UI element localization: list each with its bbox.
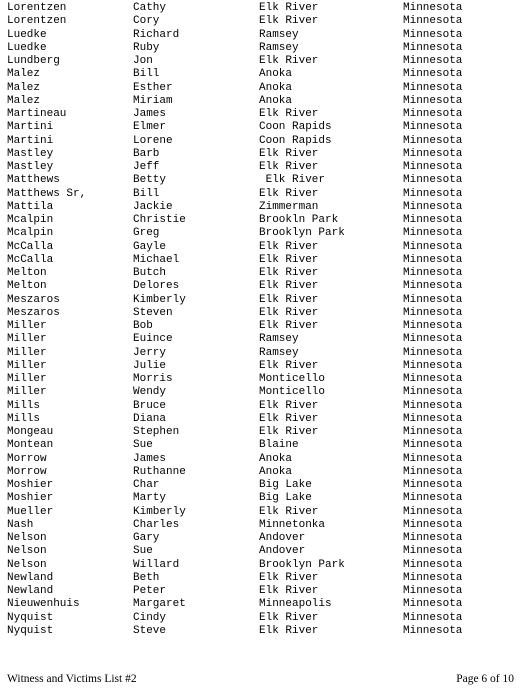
- city-cell: Elk River: [259, 320, 319, 332]
- last-name-cell: Nelson: [7, 545, 47, 558]
- first-name-cell: Julie: [133, 359, 167, 372]
- list-row: [7, 386, 527, 399]
- state-cell: Minnesota: [403, 227, 463, 240]
- first-name-cell: Lorene: [133, 134, 173, 147]
- list-row: [7, 625, 527, 638]
- state-cell: Minnesota: [403, 253, 463, 266]
- first-name-cell: Bob: [133, 320, 153, 332]
- list-row: [7, 188, 527, 201]
- list-row: [7, 55, 527, 68]
- list-row: [7, 333, 527, 346]
- city-cell: Ramsey: [259, 333, 299, 346]
- city-cell: Ramsey: [259, 346, 299, 359]
- city-cell: Big Lake: [259, 492, 312, 505]
- list-row: [7, 320, 527, 333]
- list-row: [7, 360, 527, 373]
- first-name-cell: Jerry: [133, 346, 167, 359]
- list-row: [7, 241, 527, 254]
- first-name-cell: Margaret: [133, 598, 186, 611]
- list-row: [7, 572, 527, 585]
- state-cell: Minnesota: [403, 611, 463, 624]
- first-name-cell: Barb: [133, 147, 160, 160]
- city-cell: Elk River: [259, 306, 319, 319]
- list-row: [7, 148, 527, 161]
- list-row: [7, 479, 527, 492]
- state-cell: Minnesota: [403, 108, 463, 120]
- city-cell: Anoka: [259, 465, 293, 478]
- first-name-cell: Kimberly: [133, 293, 186, 306]
- city-cell: Elk River: [259, 585, 319, 597]
- state-cell: Minnesota: [403, 571, 463, 584]
- list-row: [7, 254, 527, 267]
- first-name-cell: Bill: [133, 68, 160, 81]
- first-name-cell: Jon: [133, 55, 153, 67]
- last-name-cell: Nash: [7, 518, 34, 531]
- state-cell: Minnesota: [403, 68, 463, 81]
- last-name-cell: Morrow: [7, 452, 47, 465]
- list-row: [7, 585, 527, 598]
- list-row: [7, 598, 527, 611]
- first-name-cell: Euince: [133, 333, 173, 346]
- last-name-cell: Moshier: [7, 492, 54, 505]
- city-cell: Monticello: [259, 386, 326, 399]
- city-cell: Elk River: [259, 15, 319, 28]
- state-cell: Minnesota: [403, 94, 463, 107]
- city-cell: Elk River: [259, 611, 319, 624]
- last-name-cell: McCalla: [7, 253, 54, 266]
- state-cell: Minnesota: [403, 452, 463, 465]
- footer-page-number: Page 6 of 10: [456, 673, 514, 685]
- last-name-cell: Melton: [7, 280, 47, 293]
- first-name-cell: Stephen: [133, 426, 180, 438]
- first-name-cell: Greg: [133, 227, 160, 240]
- city-cell: Minneapolis: [259, 598, 332, 611]
- first-name-cell: Jackie: [133, 200, 173, 213]
- list-row: [7, 174, 527, 187]
- last-name-cell: Morrow: [7, 465, 47, 478]
- city-cell: Elk River: [259, 55, 319, 67]
- state-cell: Minnesota: [403, 2, 463, 14]
- list-row: [7, 307, 527, 320]
- last-name-cell: Malez: [7, 94, 41, 107]
- first-name-cell: Steve: [133, 624, 167, 637]
- first-name-cell: Cory: [133, 15, 160, 28]
- list-row: [7, 121, 527, 134]
- state-cell: Minnesota: [403, 439, 463, 452]
- first-name-cell: Sue: [133, 439, 153, 452]
- first-name-cell: Peter: [133, 585, 167, 597]
- last-name-cell: Miller: [7, 320, 47, 332]
- city-cell: Coon Rapids: [259, 121, 332, 134]
- city-cell: Elk River: [259, 2, 319, 14]
- state-cell: Minnesota: [403, 545, 463, 558]
- state-cell: Minnesota: [403, 214, 463, 226]
- state-cell: Minnesota: [403, 426, 463, 438]
- list-row: [7, 439, 527, 452]
- city-cell: Elk River: [259, 267, 319, 279]
- city-cell: Anoka: [259, 94, 293, 107]
- list-row: [7, 559, 527, 572]
- state-cell: Minnesota: [403, 293, 463, 306]
- first-name-cell: Bill: [133, 187, 160, 200]
- last-name-cell: Miller: [7, 386, 47, 399]
- list-row: [7, 201, 527, 214]
- city-cell: Elk River: [259, 624, 319, 637]
- last-name-cell: Newland: [7, 571, 54, 584]
- last-name-cell: Luedke: [7, 28, 47, 41]
- last-name-cell: Nelson: [7, 532, 47, 544]
- city-cell: Ramsey: [259, 41, 299, 54]
- last-name-cell: Moshier: [7, 479, 54, 491]
- first-name-cell: Gayle: [133, 240, 167, 253]
- last-name-cell: Malez: [7, 81, 41, 94]
- city-cell: Anoka: [259, 452, 293, 465]
- first-name-cell: Cathy: [133, 2, 167, 14]
- state-cell: Minnesota: [403, 240, 463, 253]
- state-cell: Minnesota: [403, 505, 463, 518]
- city-cell: Big Lake: [259, 479, 312, 491]
- list-row: [7, 135, 527, 148]
- first-name-cell: Delores: [133, 280, 180, 293]
- list-row: [7, 506, 527, 519]
- state-cell: Minnesota: [403, 412, 463, 425]
- last-name-cell: Martini: [7, 121, 54, 134]
- list-row: [7, 82, 527, 95]
- first-name-cell: Marty: [133, 492, 167, 505]
- first-name-cell: Charles: [133, 518, 180, 531]
- city-cell: Anoka: [259, 68, 293, 81]
- state-cell: Minnesota: [403, 359, 463, 372]
- state-cell: Minnesota: [403, 373, 463, 385]
- city-cell: Anoka: [259, 81, 293, 94]
- city-cell: Elk River: [259, 505, 319, 518]
- state-cell: Minnesota: [403, 399, 463, 412]
- last-name-cell: Lorentzen: [7, 15, 67, 28]
- list-row: [7, 426, 527, 439]
- last-name-cell: Miller: [7, 373, 47, 385]
- city-cell: Elk River: [259, 174, 326, 187]
- city-cell: Elk River: [259, 147, 319, 160]
- last-name-cell: Mastley: [7, 161, 54, 173]
- first-name-cell: Ruthanne: [133, 465, 186, 478]
- last-name-cell: Malez: [7, 68, 41, 81]
- list-row: [7, 492, 527, 505]
- state-cell: Minnesota: [403, 479, 463, 491]
- state-cell: Minnesota: [403, 465, 463, 478]
- state-cell: Minnesota: [403, 518, 463, 531]
- first-name-cell: Butch: [133, 267, 167, 279]
- city-cell: Coon Rapids: [259, 134, 332, 147]
- last-name-cell: Meszaros: [7, 306, 60, 319]
- last-name-cell: Miller: [7, 359, 47, 372]
- witness-list: [7, 2, 527, 638]
- last-name-cell: Nyquist: [7, 624, 54, 637]
- last-name-cell: Mcalpin: [7, 214, 54, 226]
- last-name-cell: Mills: [7, 399, 41, 412]
- list-row: [7, 2, 527, 15]
- state-cell: Minnesota: [403, 15, 463, 28]
- last-name-cell: Matthews: [7, 174, 60, 187]
- last-name-cell: Mills: [7, 412, 41, 425]
- last-name-cell: Martini: [7, 134, 54, 147]
- last-name-cell: Melton: [7, 267, 47, 279]
- first-name-cell: James: [133, 452, 167, 465]
- city-cell: Elk River: [259, 187, 319, 200]
- city-cell: Elk River: [259, 240, 319, 253]
- last-name-cell: Lundberg: [7, 55, 60, 67]
- state-cell: Minnesota: [403, 346, 463, 359]
- state-cell: Minnesota: [403, 174, 463, 187]
- state-cell: Minnesota: [403, 598, 463, 611]
- city-cell: Andover: [259, 545, 306, 558]
- list-row: [7, 68, 527, 81]
- first-name-cell: Gary: [133, 532, 160, 544]
- last-name-cell: Matthews Sr,: [7, 187, 87, 200]
- city-cell: Brooklyn Park: [259, 227, 345, 240]
- state-cell: Minnesota: [403, 320, 463, 332]
- state-cell: Minnesota: [403, 492, 463, 505]
- last-name-cell: Mastley: [7, 147, 54, 160]
- state-cell: Minnesota: [403, 55, 463, 67]
- first-name-cell: Char: [133, 479, 160, 491]
- state-cell: Minnesota: [403, 585, 463, 597]
- list-row: [7, 108, 527, 121]
- last-name-cell: McCalla: [7, 240, 54, 253]
- first-name-cell: Kimberly: [133, 505, 186, 518]
- first-name-cell: Sue: [133, 545, 153, 558]
- state-cell: Minnesota: [403, 81, 463, 94]
- first-name-cell: Miriam: [133, 94, 173, 107]
- last-name-cell: Mcalpin: [7, 227, 54, 240]
- city-cell: Elk River: [259, 426, 319, 438]
- city-cell: Brookln Park: [259, 214, 339, 226]
- first-name-cell: Christie: [133, 214, 186, 226]
- city-cell: Zimmerman: [259, 200, 319, 213]
- state-cell: Minnesota: [403, 267, 463, 279]
- city-cell: Brooklyn Park: [259, 558, 345, 571]
- state-cell: Minnesota: [403, 187, 463, 200]
- state-cell: Minnesota: [403, 624, 463, 637]
- first-name-cell: Morris: [133, 373, 173, 385]
- first-name-cell: Willard: [133, 558, 180, 571]
- state-cell: Minnesota: [403, 532, 463, 544]
- city-cell: Elk River: [259, 571, 319, 584]
- last-name-cell: Miller: [7, 346, 47, 359]
- city-cell: Elk River: [259, 108, 319, 120]
- list-row: [7, 29, 527, 42]
- first-name-cell: Wendy: [133, 386, 167, 399]
- first-name-cell: Steven: [133, 306, 173, 319]
- state-cell: Minnesota: [403, 306, 463, 319]
- list-row: [7, 453, 527, 466]
- list-row: [7, 280, 527, 293]
- list-row: [7, 373, 527, 386]
- city-cell: Elk River: [259, 399, 319, 412]
- list-row: [7, 413, 527, 426]
- list-row: [7, 95, 527, 108]
- last-name-cell: Lorentzen: [7, 2, 67, 14]
- last-name-cell: Newland: [7, 585, 54, 597]
- list-row: [7, 15, 527, 28]
- state-cell: Minnesota: [403, 134, 463, 147]
- state-cell: Minnesota: [403, 386, 463, 399]
- city-cell: Ramsey: [259, 28, 299, 41]
- list-row: [7, 519, 527, 532]
- list-row: [7, 466, 527, 479]
- last-name-cell: Luedke: [7, 41, 47, 54]
- state-cell: Minnesota: [403, 558, 463, 571]
- state-cell: Minnesota: [403, 41, 463, 54]
- city-cell: Elk River: [259, 253, 319, 266]
- last-name-cell: Mattila: [7, 200, 54, 213]
- footer-document-title: Witness and Victims List #2: [7, 673, 137, 685]
- first-name-cell: Elmer: [133, 121, 167, 134]
- state-cell: Minnesota: [403, 161, 463, 173]
- first-name-cell: Jeff: [133, 161, 160, 173]
- state-cell: Minnesota: [403, 147, 463, 160]
- state-cell: Minnesota: [403, 280, 463, 293]
- last-name-cell: Mongeau: [7, 426, 54, 438]
- last-name-cell: Nieuwenhuis: [7, 598, 80, 611]
- last-name-cell: Nelson: [7, 558, 47, 571]
- last-name-cell: Nyquist: [7, 611, 54, 624]
- first-name-cell: Diana: [133, 412, 167, 425]
- state-cell: Minnesota: [403, 333, 463, 346]
- list-row: [7, 227, 527, 240]
- last-name-cell: Miller: [7, 333, 47, 346]
- city-cell: Minnetonka: [259, 518, 326, 531]
- list-row: [7, 347, 527, 360]
- first-name-cell: Richard: [133, 28, 180, 41]
- first-name-cell: Beth: [133, 571, 160, 584]
- city-cell: Elk River: [259, 412, 319, 425]
- first-name-cell: Bruce: [133, 399, 167, 412]
- last-name-cell: Mueller: [7, 505, 54, 518]
- city-cell: Monticello: [259, 373, 326, 385]
- state-cell: Minnesota: [403, 28, 463, 41]
- state-cell: Minnesota: [403, 121, 463, 134]
- city-cell: Blaine: [259, 439, 299, 452]
- list-row: [7, 42, 527, 55]
- list-row: [7, 400, 527, 413]
- list-row: [7, 612, 527, 625]
- city-cell: Elk River: [259, 280, 319, 293]
- last-name-cell: Montean: [7, 439, 54, 452]
- first-name-cell: Ruby: [133, 41, 160, 54]
- first-name-cell: Cindy: [133, 611, 167, 624]
- last-name-cell: Martineau: [7, 108, 67, 120]
- list-row: [7, 267, 527, 280]
- city-cell: Elk River: [259, 161, 319, 173]
- state-cell: Minnesota: [403, 200, 463, 213]
- list-row: [7, 532, 527, 545]
- first-name-cell: James: [133, 108, 167, 120]
- city-cell: Andover: [259, 532, 306, 544]
- city-cell: Elk River: [259, 359, 319, 372]
- list-row: [7, 161, 527, 174]
- first-name-cell: Betty: [133, 174, 167, 187]
- first-name-cell: Esther: [133, 81, 173, 94]
- list-row: [7, 294, 527, 307]
- first-name-cell: Michael: [133, 253, 180, 266]
- last-name-cell: Meszaros: [7, 293, 60, 306]
- list-row: [7, 545, 527, 558]
- city-cell: Elk River: [259, 293, 319, 306]
- list-row: [7, 214, 527, 227]
